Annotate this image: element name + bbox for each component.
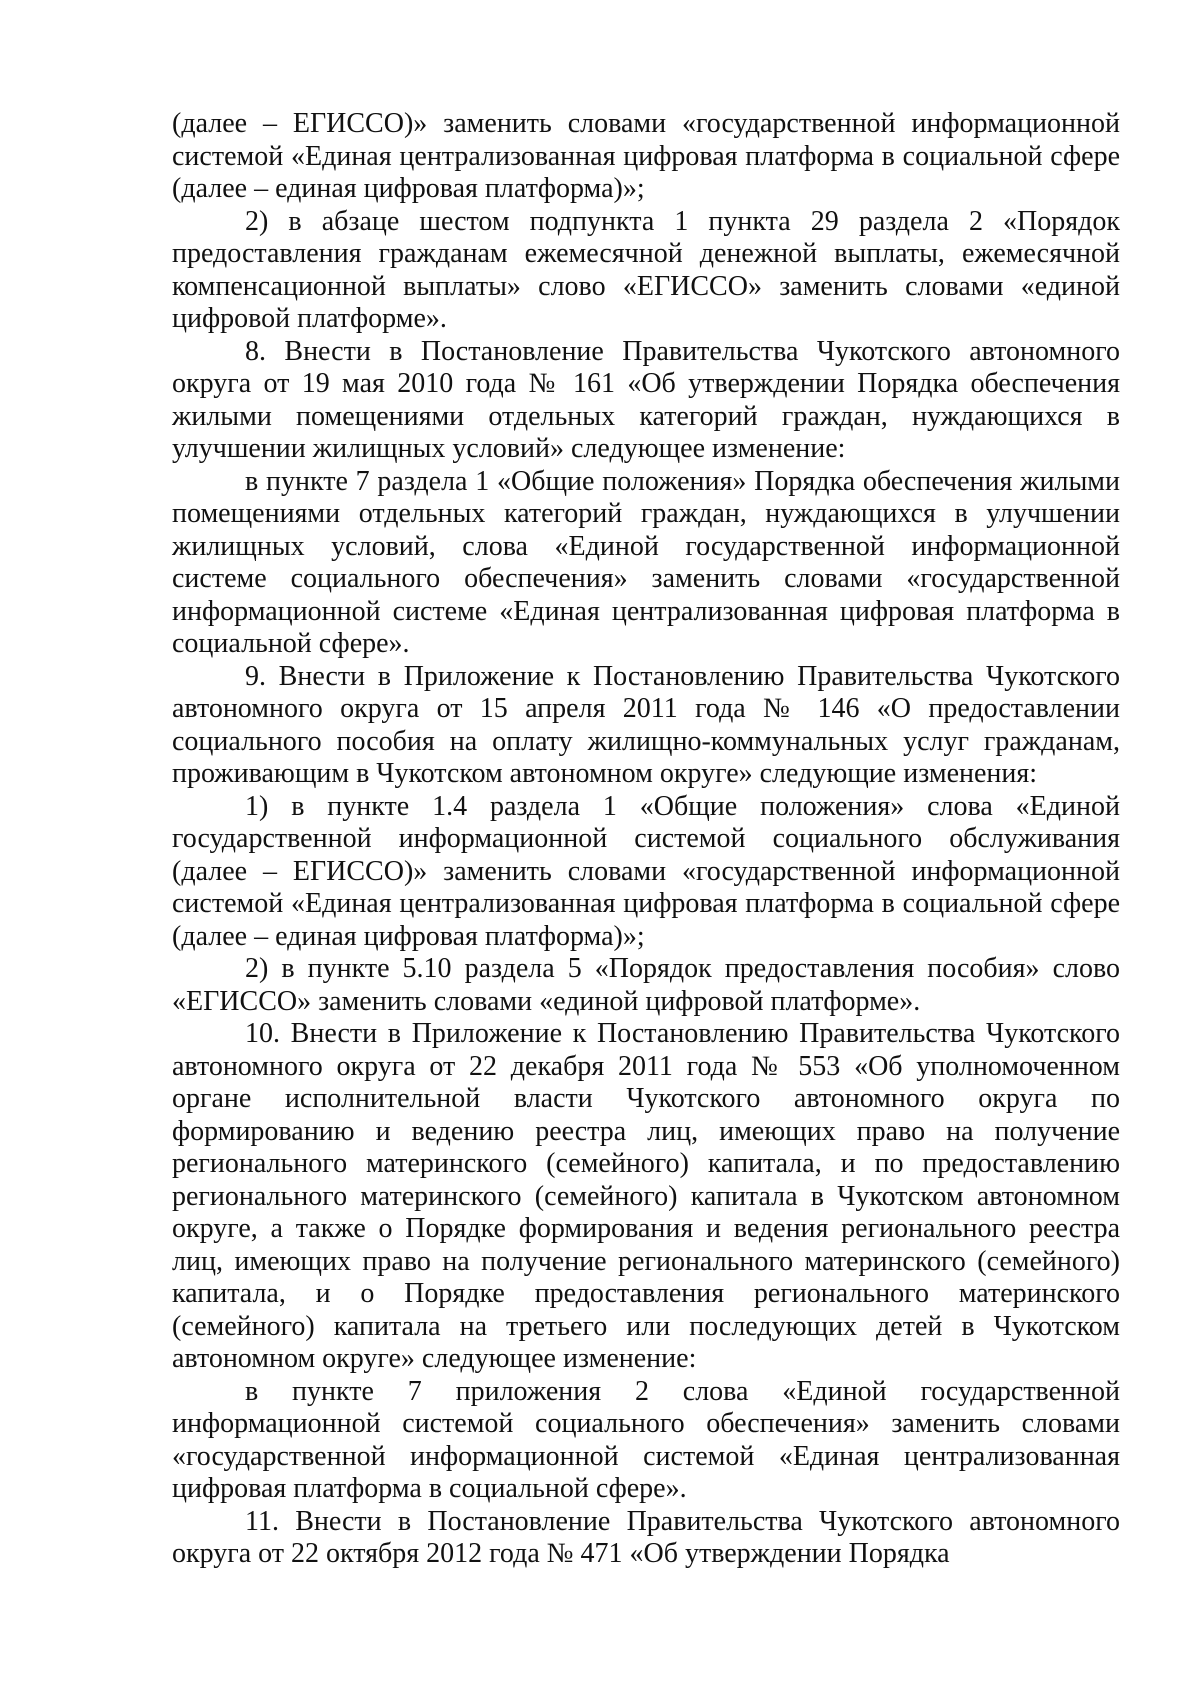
paragraph: 2) в абзаце шестом подпункта 1 пункта 29 раздела 2 «Порядок предоставления гражданам ежемесячной денежной выплаты, ежемесячной компенсационной выплаты» слово «ЕГИССО» заменить словами «единой цифровой платформе». — [172, 205, 1120, 334]
paragraph: 11. Внести в Постановление Правительства Чукотского автономного округа от 22 октября 2012 года № 471 «Об утверждении Порядка — [172, 1505, 1120, 1569]
paragraph: в пункте 7 раздела 1 «Общие положения» Порядка обеспечения жилыми помещениями отдельных категорий граждан, нуждающихся в улучшении жилищных условий, слова «Единой государственной информационной системе социального обеспечения» заменить словами «государственной информационной системе «Единая централизованная цифровая платформа в социальной сфере». — [172, 465, 1120, 659]
paragraph: 2) в пункте 5.10 раздела 5 «Порядок предоставления пособия» слово «ЕГИССО» заменить словами «единой цифровой платформе». — [172, 953, 1120, 1017]
paragraph: в пункте 7 приложения 2 слова «Единой государственной информационной системой социального обеспечения» заменить словами «государственной информационной системой «Единая централизованная цифровая платформа в социальной сфере». — [172, 1375, 1120, 1504]
paragraph: 9. Внести в Приложение к Постановлению Правительства Чукотского автономного округа от 15 апреля 2011 года № 146 «О предоставлении социального пособия на оплату жилищно-коммунальных услуг гражданам, проживающим в Чукотском автономном округе» следующие изменения: — [172, 660, 1120, 789]
document-page — [172, 108, 1120, 1571]
paragraph: 1) в пункте 1.4 раздела 1 «Общие положения» слова «Единой государственной информационной системой социального обслуживания (далее – ЕГИССО)» заменить словами «государственной информационной системой «Единая централизованная цифровая платформа в социальной сфере (далее – единая цифровая платформа)»; — [172, 790, 1120, 952]
paragraph: (далее – ЕГИССО)» заменить словами «государственной информационной системой «Единая централизованная цифровая платформа в социальной сфере (далее – единая цифровая платформа)»; — [172, 108, 1120, 204]
paragraph: 8. Внести в Постановление Правительства Чукотского автономного округа от 19 мая 2010 года № 161 «Об утверждении Порядка обеспечения жилыми помещениями отдельных категорий граждан, нуждающихся в улучшении жилищных условий» следующее изменение: — [172, 335, 1120, 464]
paragraph: 10. Внести в Приложение к Постановлению Правительства Чукотского автономного округа от 22 декабря 2011 года № 553 «Об уполномоченном органе исполнительной власти Чукотского автономного округа по формированию и ведению реестра лиц, имеющих право на получение регионального материнского (семейного) капитала, и по предоставлению регионального материнского (семейного) капитала в Чукотском автономном округе, а также о Порядке формирования и ведения регионального реестра лиц, имеющих право на получение регионального материнского (семейного) капитала, и о Порядке предоставления регионального материнского (семейного) капитала на третьего или последующих детей в Чукотском автономном округе» следующее изменение: — [172, 1018, 1120, 1374]
